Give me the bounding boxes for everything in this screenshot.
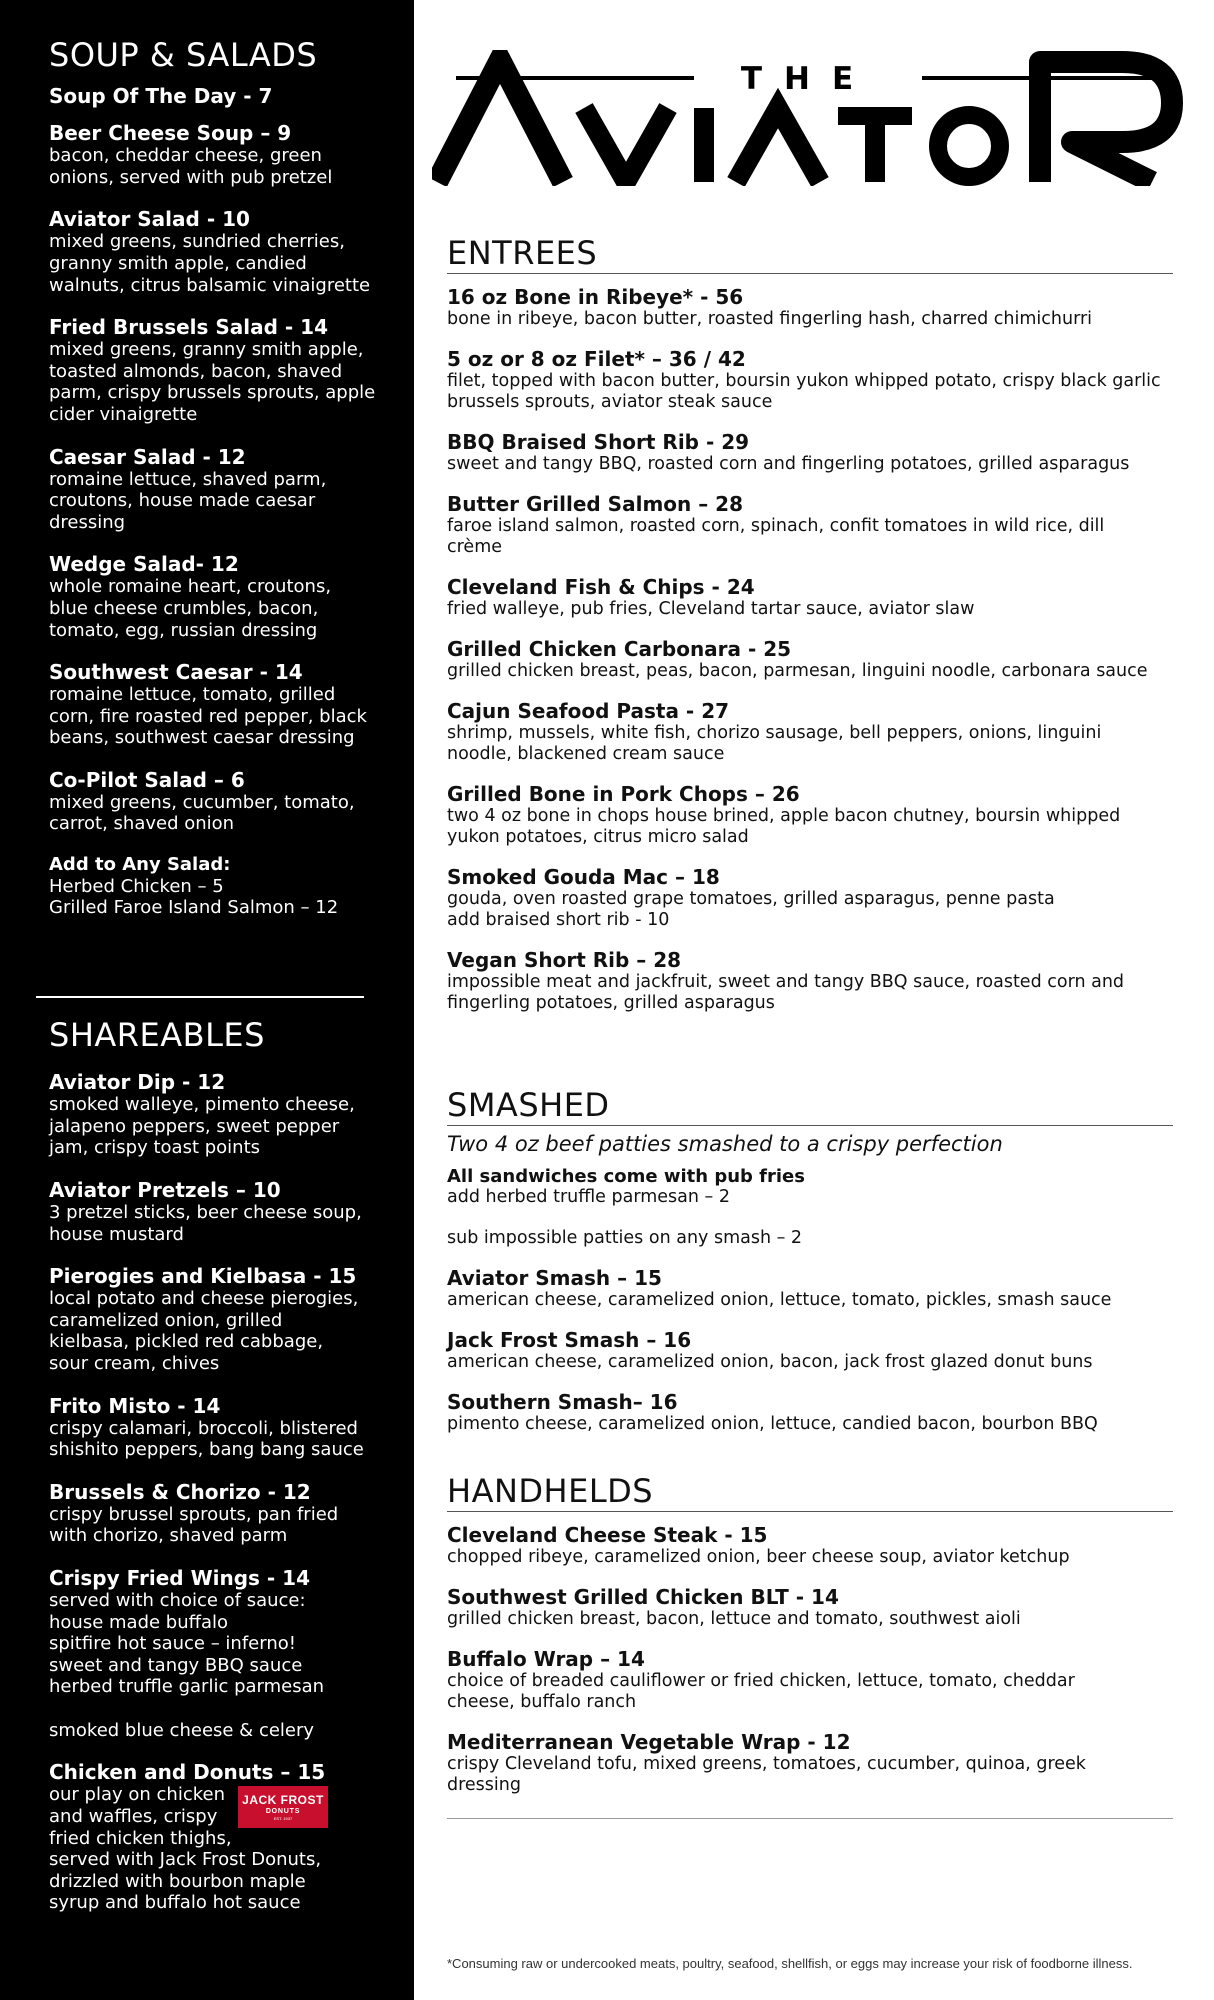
item-desc: american cheese, caramelized onion, bacon, jack frost glazed donut buns xyxy=(447,1352,1093,1373)
item-desc: crispy calamari, broccoli, blistered shishito peppers, bang bang sauce xyxy=(49,1417,364,1461)
section-divider xyxy=(36,996,364,998)
jack-frost-logo xyxy=(238,1786,328,1828)
smashed-note-line: sub impossible patties on any smash – 2 xyxy=(447,1228,803,1249)
item-desc: chopped ribeye, caramelized onion, beer cheese soup, aviator ketchup xyxy=(447,1547,1070,1568)
item-name: 5 oz or 8 oz Filet* – 36 / 42 xyxy=(447,347,746,372)
item-desc: gouda, oven roasted grape tomatoes, grilled asparagus, penne pasta add braised short rib - 10 xyxy=(447,889,1055,931)
logo-line: JACK FROST xyxy=(242,1793,324,1808)
item-name: Southern Smash– 16 xyxy=(447,1390,678,1415)
item-name: Cajun Seafood Pasta - 27 xyxy=(447,699,730,724)
salad-addons xyxy=(49,855,394,919)
item-desc: crispy Cleveland tofu, mixed greens, tomatoes, cucumber, quinoa, greek dressing xyxy=(447,1754,1086,1796)
item-name: BBQ Braised Short Rib - 29 xyxy=(447,430,750,455)
handhelds-title: HANDHELDS xyxy=(447,1474,1173,1512)
item-desc: mixed greens, granny smith apple, toasted almonds, bacon, shaved parm, crispy brussels sprouts, apple cider vinaigrette xyxy=(49,339,376,425)
item-name: Crispy Fried Wings - 14 xyxy=(49,1565,310,1590)
menu-item xyxy=(447,286,1173,330)
right-panel xyxy=(414,0,1214,2000)
item-name: Pierogies and Kielbasa - 15 xyxy=(49,1264,357,1289)
item-desc: american cheese, caramelized onion, lettuce, tomato, pickles, smash sauce xyxy=(447,1290,1112,1311)
item-name: 16 oz Bone in Ribeye* - 56 xyxy=(447,285,744,310)
item-name: Grilled Bone in Pork Chops – 26 xyxy=(447,782,800,807)
bottom-divider xyxy=(447,1818,1173,1819)
item-desc: our play on chicken and waffles, crispy fried chicken thighs, served with Jack Frost Donuts, drizzled with bourbon maple syrup and buffalo hot sauce xyxy=(49,1784,322,1914)
smashed-note-line: add herbed truffle parmesan – 2 xyxy=(447,1187,730,1208)
item-desc: crispy brussel sprouts, pan fried with chorizo, shaved parm xyxy=(49,1503,339,1547)
item-name: Aviator Dip - 12 xyxy=(49,1070,226,1095)
item-name: Brussels & Chorizo - 12 xyxy=(49,1479,311,1504)
item-desc: served with choice of sauce: house made buffalo spitfire hot sauce – inferno! sweet and tangy BBQ sauce herbed truffle garlic parmesan xyxy=(49,1589,325,1698)
menu-item xyxy=(49,446,394,534)
addon-desc: Herbed Chicken – 5 Grilled Faroe Island Salmon – 12 xyxy=(49,875,339,919)
left-panel xyxy=(0,0,414,2000)
item-desc: mixed greens, cucumber, tomato, carrot, shaved onion xyxy=(49,791,355,835)
item-desc: romaine lettuce, tomato, grilled corn, fire roasted red pepper, black beans, southwest caesar dressing xyxy=(49,684,367,749)
menu-item-wings xyxy=(49,1567,394,1742)
menu-item xyxy=(49,1395,394,1461)
item-name: Cleveland Fish & Chips - 24 xyxy=(447,575,755,600)
smashed-note: All sandwiches come with pub fries xyxy=(447,1166,805,1188)
item-desc: faroe island salmon, roasted corn, spinach, confit tomatoes in wild rice, dill crème xyxy=(447,516,1105,558)
menu-item xyxy=(447,1524,1173,1568)
food-safety-disclaimer: *Consuming raw or undercooked meats, poultry, seafood, shellfish, or eggs may increase your risk of foodborne illness. xyxy=(447,1956,1133,1971)
item-desc: impossible meat and jackfruit, sweet and tangy BBQ sauce, roasted corn and fingerling potatoes, grilled asparagus xyxy=(447,972,1125,1014)
item-name: Southwest Grilled Chicken BLT - 14 xyxy=(447,1585,839,1610)
item-name: Fried Brussels Salad - 14 xyxy=(49,315,329,340)
shareables-title: SHAREABLES xyxy=(49,1016,265,1054)
logo-the: THE xyxy=(740,61,876,97)
smashed-tagline: Two 4 oz beef patties smashed to a crispy perfection xyxy=(447,1132,1003,1157)
entrees-section xyxy=(447,236,1173,1014)
item-name: Grilled Chicken Carbonara - 25 xyxy=(447,637,792,662)
item-desc: bone in ribeye, bacon butter, roasted fingerling hash, charred chimichurri xyxy=(447,309,1093,330)
addon-title: Add to Any Salad: xyxy=(49,854,231,876)
item-desc: grilled chicken breast, bacon, lettuce and tomato, southwest aioli xyxy=(447,1609,1021,1630)
menu-item xyxy=(49,208,394,296)
logo-line: EST. 1937 xyxy=(273,1816,293,1822)
menu-item xyxy=(447,1329,1173,1373)
menu-item xyxy=(447,638,1173,682)
menu-item xyxy=(447,576,1173,620)
smashed-title: SMASHED xyxy=(447,1088,1173,1126)
smashed-section xyxy=(447,1088,1173,1435)
item-name: Chicken and Donuts – 15 xyxy=(49,1760,326,1785)
item-desc: fried walleye, pub fries, Cleveland tartar sauce, aviator slaw xyxy=(447,599,975,620)
item-desc: mixed greens, sundried cherries, granny smith apple, candied walnuts, citrus balsamic vinaigrette xyxy=(49,231,371,296)
aviator-logo xyxy=(432,50,1186,186)
menu-item xyxy=(49,1071,394,1159)
item-desc: filet, topped with bacon butter, boursin yukon whipped potato, crispy black garlic brussels sprouts, aviator steak sauce xyxy=(447,371,1161,413)
soup-salads-title: SOUP & SALADS xyxy=(49,36,318,74)
menu-item xyxy=(49,661,394,749)
item-name: Aviator Salad - 10 xyxy=(49,207,250,232)
item-desc: pimento cheese, caramelized onion, lettuce, candied bacon, bourbon BBQ xyxy=(447,1414,1098,1435)
item-desc: romaine lettuce, shaved parm, croutons, house made caesar dressing xyxy=(49,468,327,533)
item-name: Butter Grilled Salmon – 28 xyxy=(447,492,744,517)
item-desc: choice of breaded cauliflower or fried chicken, lettuce, tomato, cheddar cheese, buffalo ranch xyxy=(447,1671,1075,1713)
item-desc: smoked walleye, pimento cheese, jalapeno peppers, sweet pepper jam, crispy toast points xyxy=(49,1094,355,1159)
menu-item xyxy=(447,348,1173,413)
item-desc: two 4 oz bone in chops house brined, apple bacon chutney, boursin whipped yukon potatoes, citrus micro salad xyxy=(447,806,1121,848)
menu-item xyxy=(49,1481,394,1547)
item-desc: grilled chicken breast, peas, bacon, parmesan, linguini noodle, carbonara sauce xyxy=(447,661,1148,682)
item-name: Smoked Gouda Mac – 18 xyxy=(447,865,720,890)
menu-item xyxy=(447,1391,1173,1435)
item-desc: shrimp, mussels, white fish, chorizo sausage, bell peppers, onions, linguini noodle, blackened cream sauce xyxy=(447,723,1102,765)
menu-item xyxy=(49,769,394,835)
menu-item xyxy=(49,553,394,641)
item-name: Mediterranean Vegetable Wrap - 12 xyxy=(447,1730,851,1755)
item-desc: local potato and cheese pierogies, caramelized onion, grilled kielbasa, pickled red cabbage, sour cream, chives xyxy=(49,1288,359,1374)
menu-item xyxy=(49,1265,394,1374)
menu-item xyxy=(447,783,1173,848)
shareables-section xyxy=(49,1018,394,1934)
menu-item xyxy=(447,949,1173,1014)
item-desc: sweet and tangy BBQ, roasted corn and fingerling potatoes, grilled asparagus xyxy=(447,454,1130,475)
menu-item xyxy=(447,1731,1173,1796)
menu-item xyxy=(447,1586,1173,1630)
menu-item xyxy=(49,316,394,425)
menu-item xyxy=(49,122,394,188)
item-desc: whole romaine heart, croutons, blue cheese crumbles, bacon, tomato, egg, russian dressing xyxy=(49,576,332,641)
item-name: Buffalo Wrap – 14 xyxy=(447,1647,645,1672)
menu-item xyxy=(447,866,1173,931)
menu-item xyxy=(49,85,394,108)
item-desc: bacon, cheddar cheese, green onions, served with pub pretzel xyxy=(49,145,333,188)
item-name: Co-Pilot Salad – 6 xyxy=(49,767,245,792)
item-name: Vegan Short Rib – 28 xyxy=(447,948,682,973)
item-desc: 3 pretzel sticks, beer cheese soup, house mustard xyxy=(49,1201,362,1245)
item-name: Frito Misto - 14 xyxy=(49,1393,221,1418)
menu-item xyxy=(447,700,1173,765)
item-name: Aviator Pretzels – 10 xyxy=(49,1177,281,1202)
item-name: Southwest Caesar - 14 xyxy=(49,660,303,685)
item-name: Aviator Smash – 15 xyxy=(447,1266,662,1291)
item-name: Cleveland Cheese Steak - 15 xyxy=(447,1523,768,1548)
item-name: Soup Of The Day - 7 xyxy=(49,84,273,109)
menu-item xyxy=(447,1648,1173,1713)
menu-item xyxy=(447,493,1173,558)
item-name: Wedge Salad- 12 xyxy=(49,552,239,577)
soup-salads-section xyxy=(49,38,394,939)
logo-line: DONUTS xyxy=(265,1808,301,1816)
wings-extra: smoked blue cheese & celery xyxy=(49,1719,315,1741)
menu-item xyxy=(447,431,1173,475)
menu-item xyxy=(49,1179,394,1245)
handhelds-section xyxy=(447,1474,1173,1796)
item-name: Jack Frost Smash – 16 xyxy=(447,1328,692,1353)
entrees-title: ENTREES xyxy=(447,236,1173,274)
item-name: Caesar Salad - 12 xyxy=(49,444,246,469)
menu-item xyxy=(447,1267,1173,1311)
item-name: Beer Cheese Soup – 9 xyxy=(49,121,292,146)
menu-item-donuts xyxy=(49,1761,394,1914)
